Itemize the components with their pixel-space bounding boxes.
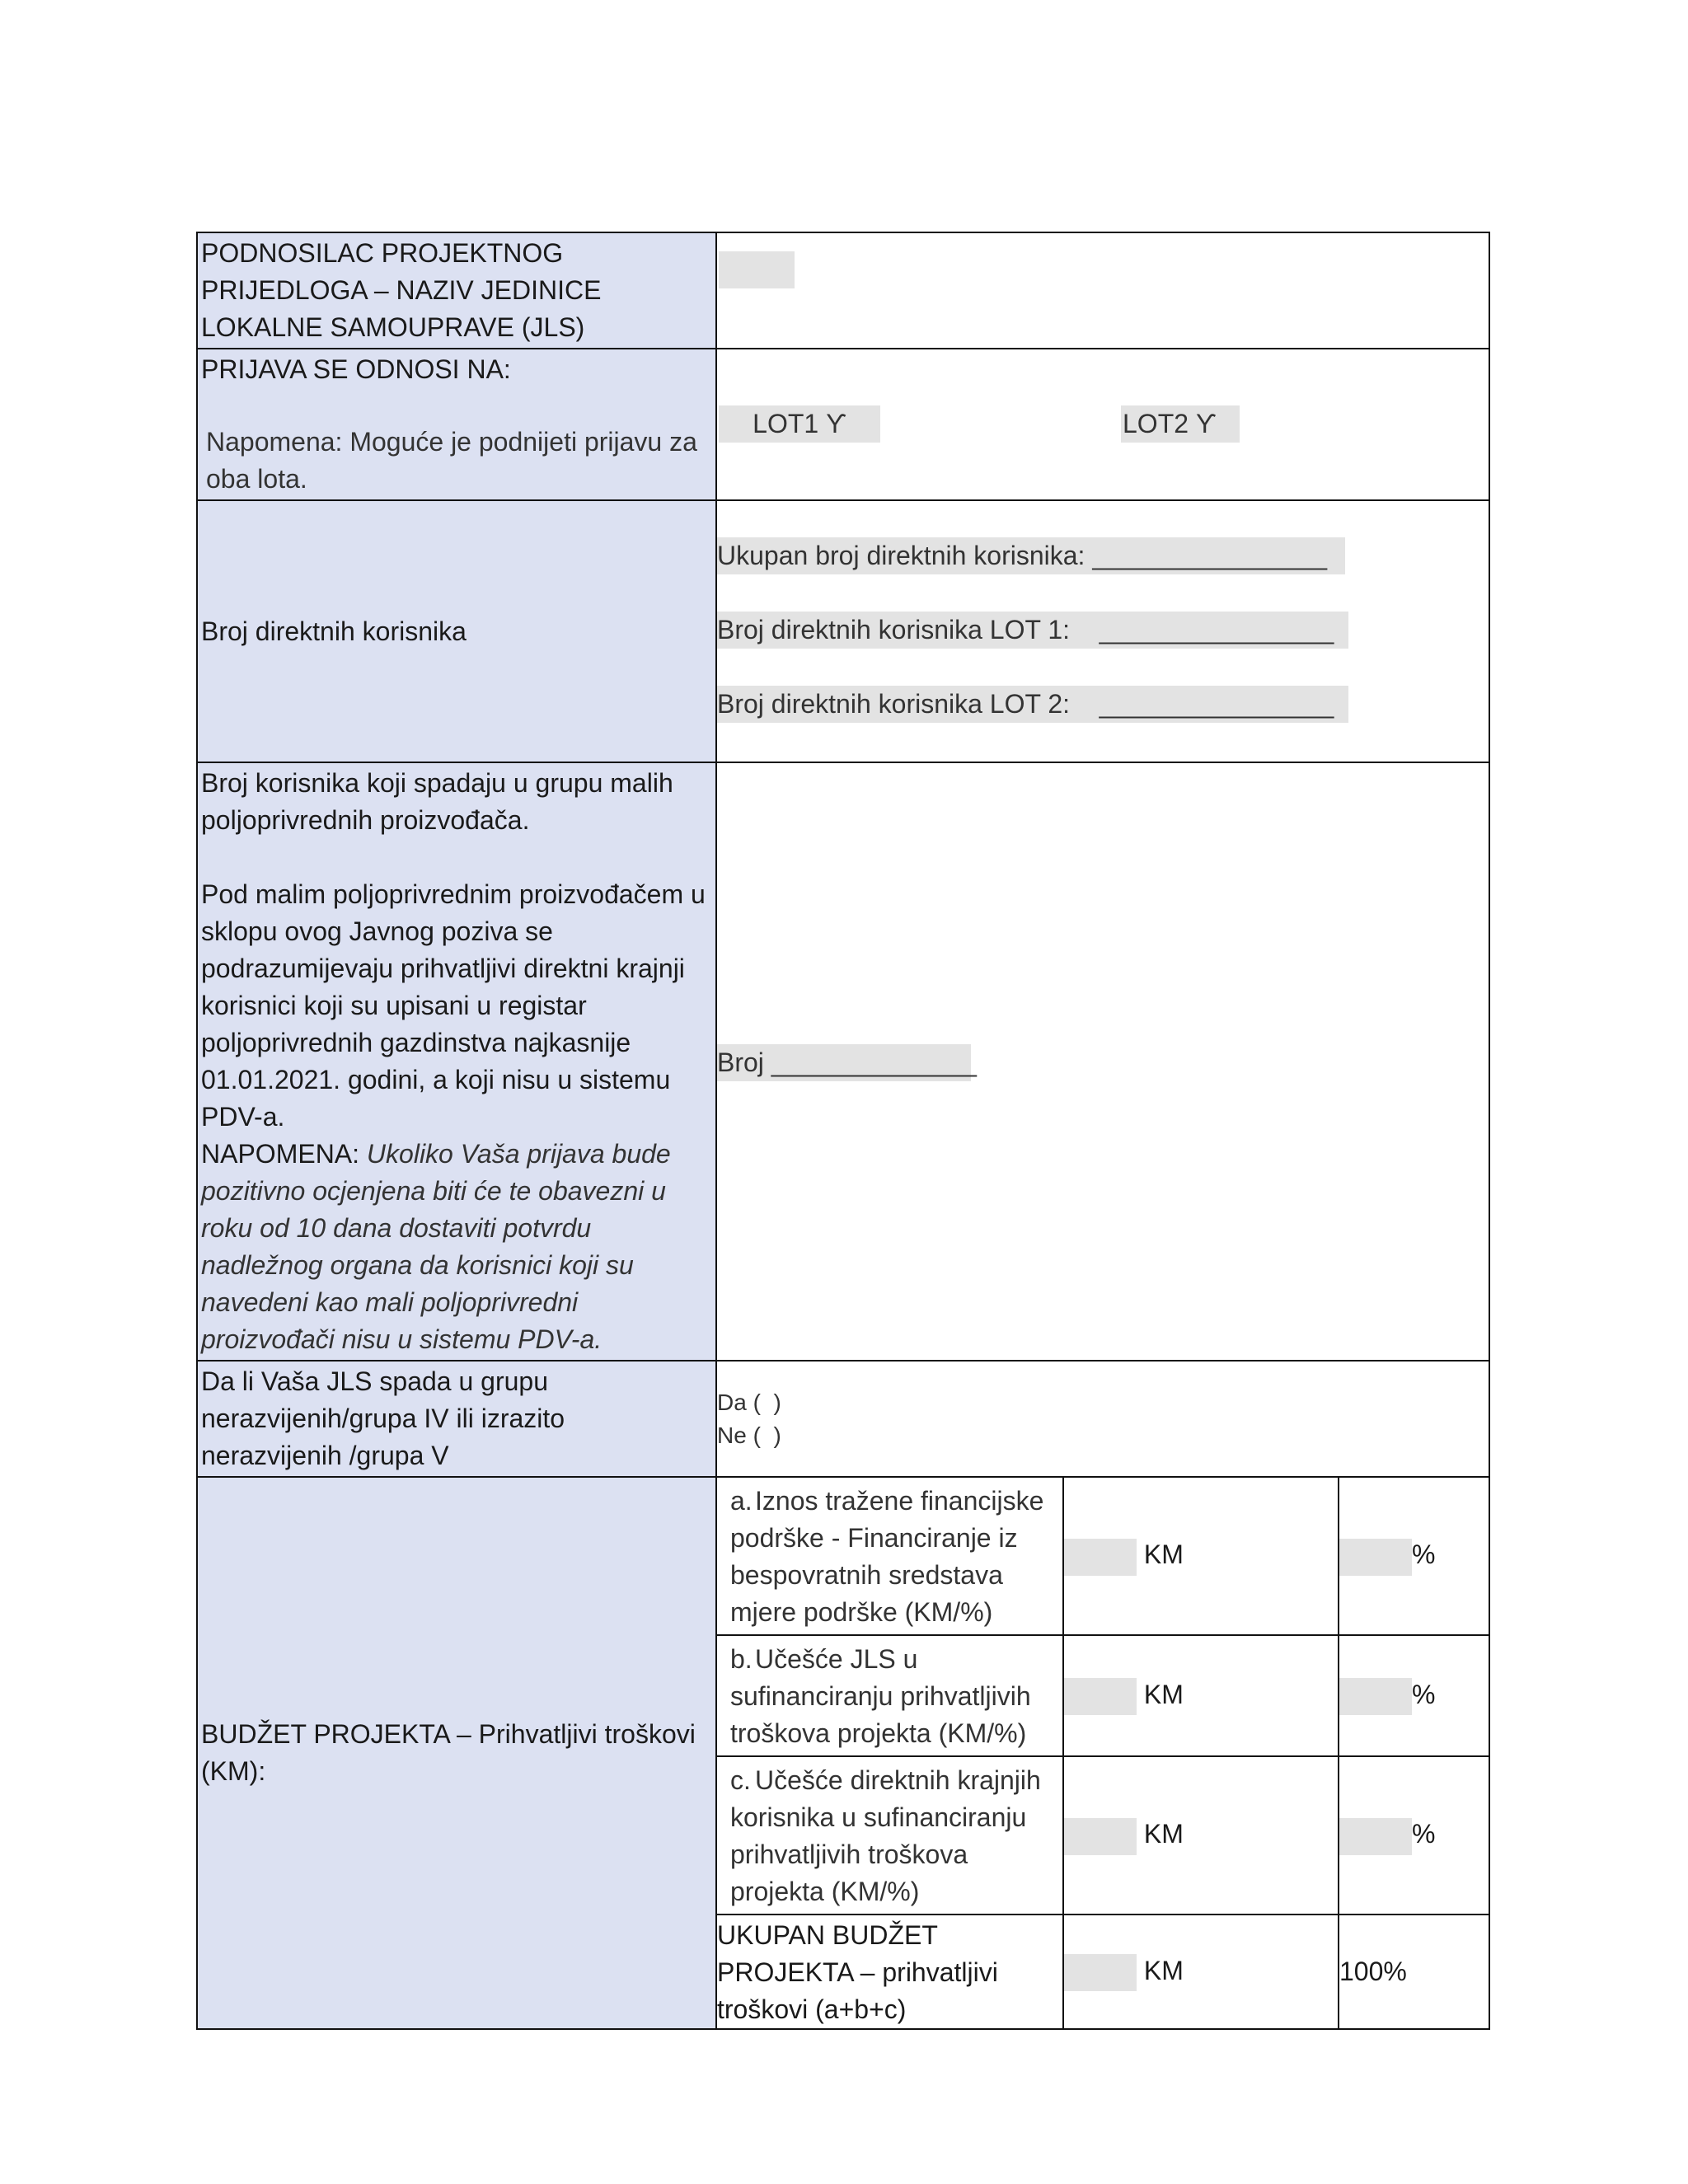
budget-subtable [717, 1478, 1490, 2028]
budget-item-c-pct-unit: % [1412, 1819, 1436, 1849]
application-label: PRIJAVA SE ODNOSI NA: [201, 354, 511, 384]
budget-total-pct: 100% [1339, 1915, 1490, 2028]
budget-total-km-cell [1063, 1915, 1339, 2028]
budget-item-a-km-cell [1063, 1478, 1339, 1635]
budget-item-a-km-input[interactable] [1064, 1539, 1137, 1576]
budget-table-cell [716, 1477, 1489, 2029]
budget-item-c-km-cell [1063, 1756, 1339, 1915]
applicant-row [197, 232, 1489, 349]
small-producers-count-field[interactable]: Broj ______________ [717, 1044, 971, 1081]
budget-item-b-km-input[interactable] [1064, 1678, 1137, 1715]
small-producers-value-cell [716, 762, 1489, 1361]
small-producers-definition: Pod malim poljoprivrednim proizvođačem u sklopu ovog Javnog poziva se podrazumijevaju prihvatljivi direktni krajnji korisnici koji su upisani u registar poljoprivrednih gazdinstva najkasnije 01.01.2021. godini, a koji nisu u sistemu PDV-a. [201, 879, 706, 1132]
lot1-checkbox[interactable]: LOT1 ϒ [719, 405, 880, 443]
budget-item-c-label: c. Učešće direktnih krajnjih korisnika u sufinanciranju prihvatljivih troškova projekta (KM/%) [717, 1756, 1063, 1915]
budget-item-a [717, 1478, 1490, 1635]
underdeveloped-row [197, 1361, 1489, 1477]
applicant-label: PODNOSILAC PROJEKTNOG PRIJEDLOGA – NAZIV JEDINICE LOKALNE SAMOUPRAVE (JLS) [197, 232, 716, 349]
budget-item-b [717, 1635, 1490, 1756]
small-producers-note [201, 1136, 712, 1358]
beneficiaries-values-cell [716, 500, 1489, 762]
beneficiaries-row [197, 500, 1489, 762]
small-producers-label-cell [197, 762, 716, 1361]
budget-item-a-pct-input[interactable] [1339, 1539, 1412, 1576]
budget-item-b-pct-input[interactable] [1339, 1678, 1412, 1715]
small-producers-label: Broj korisnika koji spadaju u grupu malih poljoprivrednih proizvođača. [201, 768, 673, 835]
application-label-cell [197, 349, 716, 500]
budget-item-a-pct-cell [1339, 1478, 1490, 1635]
underdeveloped-yes-option[interactable]: Da ( ) [717, 1389, 781, 1415]
budget-row [197, 1477, 1489, 2029]
underdeveloped-label: Da li Vaša JLS spada u grupu nerazvijenih/grupa IV ili izrazito nerazvijenih /grupa V [197, 1361, 716, 1477]
lot-selection-cell [716, 349, 1489, 500]
application-note: Napomena: Moguće je podnijeti prijavu za oba lota. [206, 427, 697, 494]
budget-total-km-input[interactable] [1064, 1954, 1137, 1991]
total-beneficiaries-field[interactable]: Ukupan broj direktnih korisnika: ________________ [717, 537, 1345, 574]
lot1-beneficiaries-field[interactable]: Broj direktnih korisnika LOT 1: ________________ [717, 612, 1348, 649]
budget-item-b-pct-unit: % [1412, 1679, 1436, 1709]
lot2-beneficiaries-field[interactable]: Broj direktnih korisnika LOT 2: ________________ [717, 686, 1348, 723]
budget-item-b-label: b. Učešće JLS u sufinanciranju prihvatljivih troškova projekta (KM/%) [717, 1635, 1063, 1756]
underdeveloped-no-option[interactable]: Ne ( ) [717, 1422, 781, 1448]
lot2-checkbox[interactable]: LOT2 ϒ [1121, 405, 1240, 443]
budget-item-c-km-input[interactable] [1064, 1818, 1137, 1855]
application-row [197, 349, 1489, 500]
budget-item-b-km-cell [1063, 1635, 1339, 1756]
budget-item-a-label: a. Iznos tražene financijske podrške - Financiranje iz bespovratnih sredstava mjere podrške (KM/%) [730, 1486, 1044, 1627]
application-form-table [196, 232, 1490, 2030]
applicant-name-field[interactable] [719, 251, 795, 288]
budget-item-c [717, 1756, 1490, 1915]
budget-item-c-km-unit: KM [1143, 1819, 1184, 1849]
budget-item-a-km-unit: KM [1143, 1540, 1184, 1570]
budget-total-km-unit: KM [1143, 1955, 1184, 1985]
note-title: NAPOMENA: [201, 1139, 360, 1169]
budget-item-a-pct-unit: % [1412, 1540, 1436, 1570]
budget-item-b-km-unit: KM [1143, 1679, 1184, 1709]
budget-item-b-pct-cell [1339, 1635, 1490, 1756]
note-text: Ukoliko Vaša prijava bude pozitivno ocjenjena biti će te obavezni u roku od 10 dana dostaviti potvrdu nadležnog organa da korisnici koji su navedeni kao mali poljoprivredni proizvođači nisu u sistemu PDV-a. [201, 1139, 671, 1354]
underdeveloped-options-cell [716, 1361, 1489, 1477]
budget-item-c-pct-cell [1339, 1756, 1490, 1915]
beneficiaries-label: Broj direktnih korisnika [197, 500, 716, 762]
applicant-value-cell [716, 232, 1489, 349]
small-producers-row [197, 762, 1489, 1361]
budget-label: BUDŽET PROJEKTA – Prihvatljivi troškovi (KM): [197, 1477, 716, 2029]
budget-item-c-pct-input[interactable] [1339, 1818, 1412, 1855]
budget-total-row [717, 1915, 1490, 2028]
budget-total-label: UKUPAN BUDŽET PROJEKTA – prihvatljivi troškovi (a+b+c) [717, 1915, 1063, 2028]
